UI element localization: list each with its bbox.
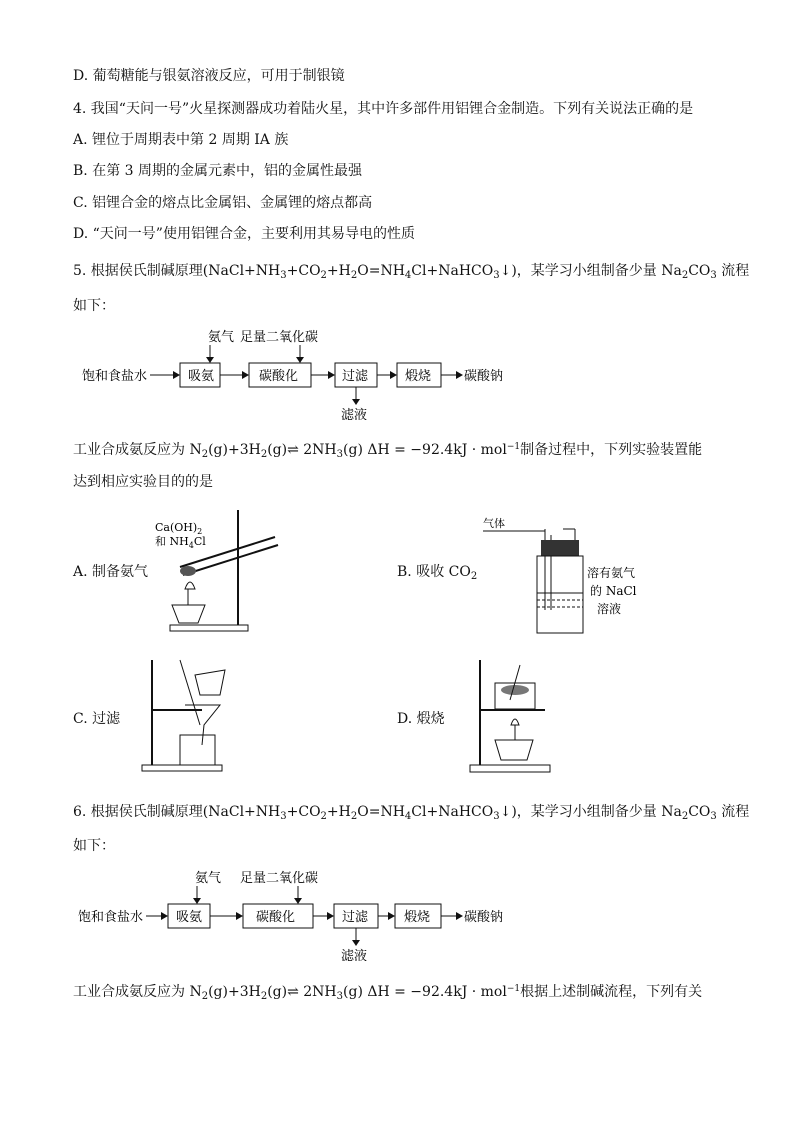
apparatus-option-c-label: C. 过滤 xyxy=(73,711,121,727)
q5-industry-line2: 达到相应实验目的的是 xyxy=(73,474,213,490)
question-4-stem: 4. 我国“天问一号”火星探测器成功着陆火星，其中许多部件用铝锂合金制造。下列有关说法正确的是 xyxy=(73,101,694,117)
apparatus-d-calcination xyxy=(465,655,565,777)
q5-industry-line: 工业合成氨反应为 $N_2(g)+3H_2(g)\rightleftharpoons$ $2NH_3(g) \Delta H = -92.4kJ \cdot mol^{-1}$制备过程中，下列实验装置能 xyxy=(73,442,703,460)
svg-text:的 NaCl: 的 NaCl xyxy=(590,584,637,598)
svg-text:溶液: 溶液 xyxy=(597,602,622,616)
apparatus-option-b-label: B. 吸收 $CO_2$ xyxy=(397,564,478,582)
q4-option-a: A. 锂位于周期表中第 2 周期 IA 族 xyxy=(73,132,289,148)
option-d-q3: D. 葡萄糖能与银氨溶液反应，可用于制银镜 xyxy=(73,68,345,84)
svg-text:饱和食盐水: 饱和食盐水 xyxy=(78,910,144,925)
svg-text:Ca(OH)2: $Ca(OH)_2$ xyxy=(155,521,203,536)
svg-text:煅烧: 煅烧 xyxy=(404,910,431,925)
flow-filtrate: 滤液 xyxy=(341,408,368,420)
flow-box1-label: 吸氨 xyxy=(188,369,215,384)
svg-text:吸氨: 吸氨 xyxy=(176,910,203,925)
apparatus-c-filtration xyxy=(140,655,240,775)
svg-text:碳酸化: 碳酸化 xyxy=(256,910,296,925)
apparatus-b-co2-absorb xyxy=(475,515,655,640)
flow-label-co2: 足量二氧化碳 xyxy=(240,330,319,345)
process-flow-diagram-1 xyxy=(70,325,590,420)
apparatus-option-a-label: A. 制备氨气 xyxy=(73,564,149,580)
q4-option-b: B. 在第 3 周期的金属元素中，铝的金属性最强 xyxy=(73,163,362,179)
flow-box2-label: 碳酸化 xyxy=(259,369,299,384)
q5-ruxia: 如下： xyxy=(73,298,115,314)
q4-option-c: C. 铝锂合金的熔点比金属铝、金属锂的熔点都高 xyxy=(73,195,373,211)
flow-output: 碳酸钠 xyxy=(464,369,504,384)
q6-ruxia: 如下： xyxy=(73,838,115,854)
svg-text:滤液: 滤液 xyxy=(341,949,368,961)
svg-text:过滤: 过滤 xyxy=(342,910,369,925)
q6-industry-line: 工业合成氨反应为 $N_2(g)+3H_2(g)\rightleftharpoons$ $2NH_3(g) \Delta H = -92.4kJ \cdot mol^{-1}$根据上述制碱流程，下列有关 xyxy=(73,984,703,1002)
apparatus-option-d-label: D. 煅烧 xyxy=(397,711,445,727)
question-6-stem: 6. 根据侯氏制碱原理$(NaCl+NH_3+CO_2+H_2O=NH_4Cl+NaHCO_3↓)$，某学习小组制备少量 $Na_2CO_3$ 流程 xyxy=(73,804,750,822)
apparatus-a-ammonia-prep xyxy=(150,505,280,635)
svg-text:氨气: 氨气 xyxy=(195,871,222,886)
process-flow-diagram-2 xyxy=(70,866,590,961)
flow-box3-label: 过滤 xyxy=(342,369,369,384)
flow-input: 饱和食盐水 xyxy=(82,369,148,384)
q4-option-d: D. “天问一号”使用铝锂合金，主要利用其易导电的性质 xyxy=(73,226,415,242)
svg-text:溶有氨气: 溶有氨气 xyxy=(587,566,636,580)
svg-text:碳酸钠: 碳酸钠 xyxy=(464,910,504,925)
svg-text:和 NH4Cl: 和 $NH_4Cl$ xyxy=(155,535,206,550)
svg-text:气体: 气体 xyxy=(483,517,505,530)
flow-label-ammonia: 氨气 xyxy=(208,330,235,345)
svg-text:足量二氧化碳: 足量二氧化碳 xyxy=(240,871,319,886)
flow-box4-label: 煅烧 xyxy=(405,369,432,384)
question-5-stem: 5. 根据侯氏制碱原理$(NaCl+NH_3+CO_2+H_2O=NH_4Cl+NaHCO_3↓)$，某学习小组制备少量 $Na_2CO_3$ 流程 xyxy=(73,263,750,281)
